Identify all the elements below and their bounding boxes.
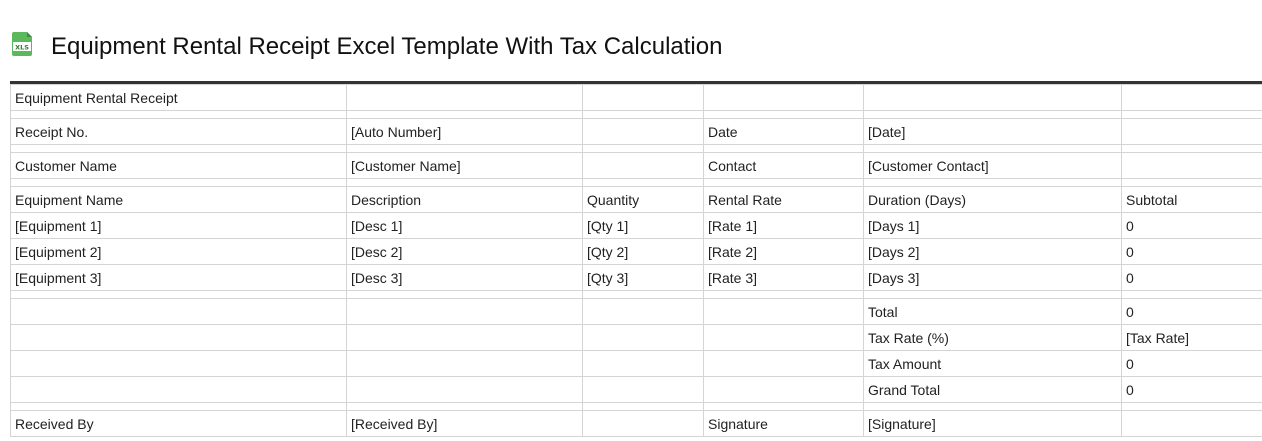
grid-cell[interactable]: Date [704, 119, 864, 145]
grid-cell[interactable] [864, 179, 1122, 187]
grid-cell[interactable]: 0 [1122, 213, 1262, 239]
grid-cell[interactable] [864, 403, 1122, 411]
table-row [11, 351, 1262, 377]
grid-cell[interactable] [11, 291, 347, 299]
grid-cell[interactable] [1122, 119, 1262, 145]
grid-cell[interactable] [347, 179, 583, 187]
grid-cell[interactable] [704, 377, 864, 403]
grid-cell[interactable]: [Desc 1] [347, 213, 583, 239]
grid-cell[interactable] [583, 291, 704, 299]
grid-cell[interactable]: [Customer Contact] [864, 153, 1122, 179]
spreadsheet [10, 81, 1262, 437]
grid-cell[interactable]: [Qty 2] [583, 239, 704, 265]
grid-cell[interactable] [583, 111, 704, 119]
grid-cell[interactable]: [Desc 3] [347, 265, 583, 291]
grid-cell[interactable]: [Signature] [864, 411, 1122, 437]
receipt-grid [10, 84, 1262, 437]
grid-cell[interactable] [704, 291, 864, 299]
grid-cell[interactable]: Equipment Name [11, 187, 347, 213]
grid-cell[interactable] [1122, 411, 1262, 437]
grid-cell[interactable] [1122, 403, 1262, 411]
grid-cell[interactable]: Quantity [583, 187, 704, 213]
grid-cell[interactable] [11, 351, 347, 377]
grid-cell[interactable]: Contact [704, 153, 864, 179]
grid-cell[interactable]: Total [864, 299, 1122, 325]
grid-cell[interactable] [347, 291, 583, 299]
xls-file-icon [12, 32, 34, 56]
grid-cell[interactable]: [Customer Name] [347, 153, 583, 179]
grid-cell[interactable]: Signature [704, 411, 864, 437]
grid-cell[interactable]: [Tax Rate] [1122, 325, 1262, 351]
grid-cell[interactable]: [Qty 1] [583, 213, 704, 239]
grid-cell[interactable]: [Received By] [347, 411, 583, 437]
grid-cell[interactable] [347, 85, 583, 111]
grid-cell[interactable] [583, 85, 704, 111]
grid-cell[interactable] [347, 403, 583, 411]
grid-cell[interactable] [11, 325, 347, 351]
grid-cell[interactable] [347, 377, 583, 403]
spacer-row [11, 145, 1262, 153]
grid-cell[interactable]: [Days 3] [864, 265, 1122, 291]
grid-cell[interactable]: [Equipment 1] [11, 213, 347, 239]
table-row [11, 377, 1262, 403]
grid-cell[interactable] [347, 325, 583, 351]
grid-cell[interactable] [583, 325, 704, 351]
grid-cell[interactable]: [Days 1] [864, 213, 1122, 239]
grid-cell[interactable]: Receipt No. [11, 119, 347, 145]
table-row [11, 213, 1262, 239]
spacer-row [11, 403, 1262, 411]
grid-cell[interactable] [11, 377, 347, 403]
grid-cell[interactable] [583, 153, 704, 179]
table-row [11, 153, 1262, 179]
grid-cell[interactable] [1122, 145, 1262, 153]
spacer-row [11, 111, 1262, 119]
grid-cell[interactable]: Grand Total [864, 377, 1122, 403]
grid-cell[interactable] [1122, 291, 1262, 299]
grid-cell[interactable] [864, 85, 1122, 111]
spacer-row [11, 179, 1262, 187]
grid-cell[interactable]: Rental Rate [704, 187, 864, 213]
grid-cell[interactable]: Subtotal [1122, 187, 1262, 213]
grid-cell[interactable]: [Date] [864, 119, 1122, 145]
spacer-row [11, 291, 1262, 299]
grid-cell[interactable] [704, 179, 864, 187]
table-row [11, 299, 1262, 325]
grid-cell[interactable] [704, 325, 864, 351]
grid-cell[interactable]: 0 [1122, 377, 1262, 403]
grid-cell[interactable]: 0 [1122, 299, 1262, 325]
grid-cell[interactable]: 0 [1122, 265, 1262, 291]
grid-cell[interactable]: [Equipment 2] [11, 239, 347, 265]
grid-cell[interactable]: Tax Rate (%) [864, 325, 1122, 351]
grid-cell[interactable]: [Rate 2] [704, 239, 864, 265]
grid-cell[interactable] [583, 145, 704, 153]
grid-cell[interactable]: [Auto Number] [347, 119, 583, 145]
grid-cell[interactable] [864, 111, 1122, 119]
grid-cell[interactable] [1122, 85, 1262, 111]
grid-cell[interactable] [704, 403, 864, 411]
table-row [11, 187, 1262, 213]
table-row [11, 411, 1262, 437]
table-row [11, 85, 1262, 111]
grid-cell[interactable]: Duration (Days) [864, 187, 1122, 213]
grid-cell[interactable]: [Equipment 3] [11, 265, 347, 291]
grid-cell[interactable] [704, 145, 864, 153]
grid-cell[interactable] [347, 111, 583, 119]
grid-cell[interactable] [11, 145, 347, 153]
table-row [11, 239, 1262, 265]
grid-cell[interactable] [864, 145, 1122, 153]
grid-cell[interactable] [583, 119, 704, 145]
grid-cell[interactable]: 0 [1122, 351, 1262, 377]
grid-cell[interactable] [347, 299, 583, 325]
grid-cell[interactable] [583, 411, 704, 437]
grid-cell[interactable]: [Days 2] [864, 239, 1122, 265]
svg-text:XLS: XLS [15, 43, 29, 52]
grid-cell[interactable]: [Rate 1] [704, 213, 864, 239]
grid-cell[interactable] [11, 179, 347, 187]
grid-cell[interactable] [583, 299, 704, 325]
table-row [11, 265, 1262, 291]
grid-cell[interactable] [864, 291, 1122, 299]
page-header [12, 30, 722, 64]
grid-cell[interactable]: Description [347, 187, 583, 213]
grid-cell[interactable] [704, 85, 864, 111]
grid-cell[interactable] [1122, 179, 1262, 187]
grid-cell[interactable] [11, 403, 347, 411]
grid-cell[interactable] [704, 351, 864, 377]
grid-cell[interactable]: [Rate 3] [704, 265, 864, 291]
grid-cell[interactable] [347, 351, 583, 377]
grid-cell[interactable]: Customer Name [11, 153, 347, 179]
table-row [11, 119, 1262, 145]
grid-cell[interactable]: [Desc 2] [347, 239, 583, 265]
grid-cell[interactable] [1122, 111, 1262, 119]
grid-cell[interactable] [583, 403, 704, 411]
grid-cell[interactable] [583, 377, 704, 403]
grid-cell[interactable] [583, 351, 704, 377]
grid-cell[interactable]: 0 [1122, 239, 1262, 265]
page-title: Equipment Rental Receipt Excel Template With Tax Calculation [51, 33, 723, 60]
grid-cell[interactable]: [Qty 3] [583, 265, 704, 291]
grid-cell[interactable] [1122, 153, 1262, 179]
grid-cell[interactable]: Equipment Rental Receipt [11, 85, 347, 111]
grid-cell[interactable]: Received By [11, 411, 347, 437]
grid-cell[interactable] [11, 299, 347, 325]
grid-cell[interactable] [347, 145, 583, 153]
grid-cell[interactable] [583, 179, 704, 187]
grid-cell[interactable] [11, 111, 347, 119]
grid-cell[interactable]: Tax Amount [864, 351, 1122, 377]
grid-cell[interactable] [704, 299, 864, 325]
table-row [11, 325, 1262, 351]
grid-cell[interactable] [704, 111, 864, 119]
